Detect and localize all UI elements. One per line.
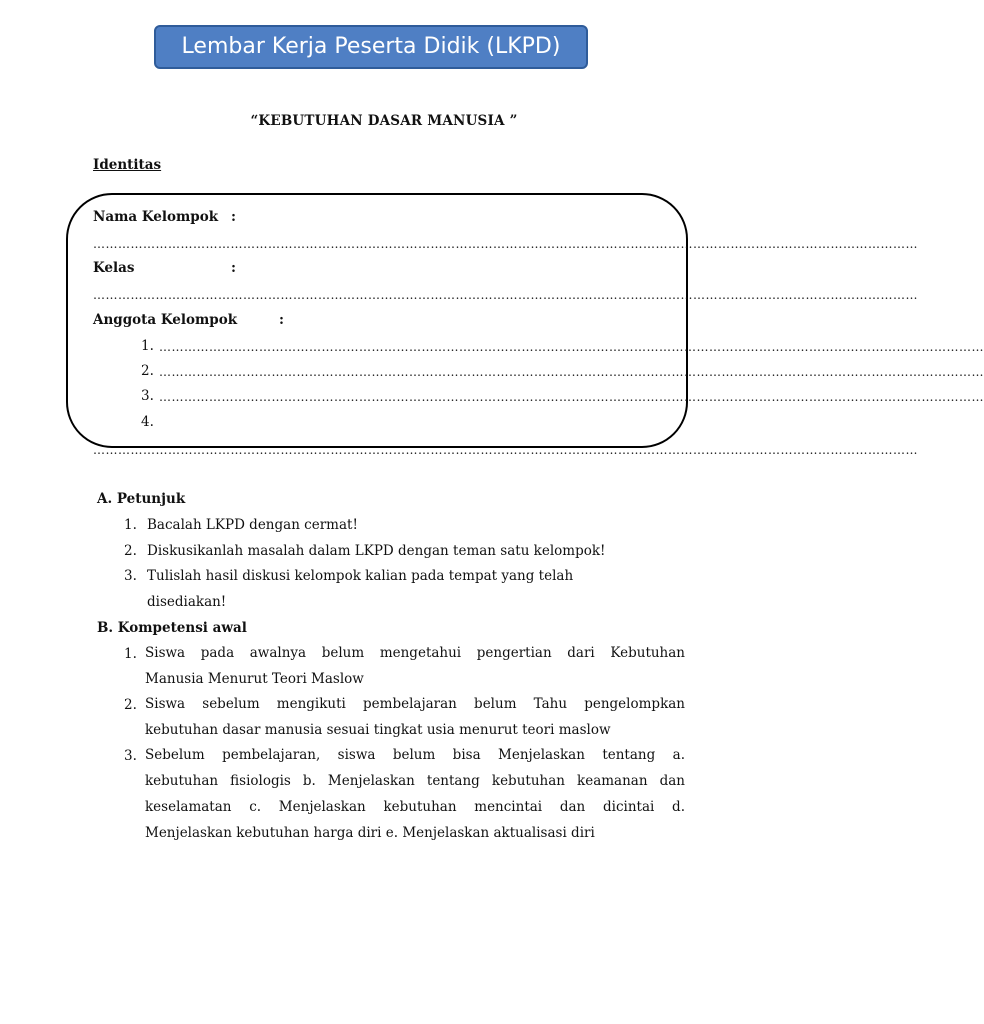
- list-number: 2.: [124, 697, 137, 713]
- list-item-line: Manusia Menurut Teori Maslow: [145, 671, 364, 687]
- list-item-line: Sebelum pembelajaran, siswa belum bisa Menjelaskan tentang a.: [145, 747, 685, 763]
- section-b-heading: B. Kompetensi awal: [97, 620, 247, 636]
- kelas-colon: :: [231, 260, 236, 276]
- nama-kelompok-colon: :: [231, 209, 236, 225]
- list-number: 1.: [124, 517, 137, 533]
- list-item-line: Menjelaskan kebutuhan harga diri e. Menjelaskan aktualisasi diri: [145, 825, 595, 841]
- list-item-line: Siswa sebelum mengikuti pembelajaran belum Tahu pengelompkan: [145, 696, 685, 712]
- list-number: 2.: [124, 543, 137, 559]
- document-title: “KEBUTUHAN DASAR MANUSIA ”: [250, 113, 518, 129]
- nama-kelompok-field[interactable]: ………………………………………………………………………………………………………………………………………………………………………………: [93, 237, 918, 251]
- kelas-label: Kelas: [93, 260, 135, 276]
- list-number: 1.: [124, 646, 137, 662]
- title-banner: Lembar Kerja Peserta Didik (LKPD): [154, 25, 588, 69]
- member-number: 2.: [141, 363, 154, 379]
- list-item-line: Siswa pada awalnya belum mengetahui pengertian dari Kebutuhan: [145, 645, 685, 661]
- kelas-field[interactable]: ………………………………………………………………………………………………………………………………………………………………………………: [93, 288, 918, 302]
- member-field-2[interactable]: ………………………………………………………………………………………………………………………………………………………………………………: [159, 365, 984, 379]
- member-field-3[interactable]: ………………………………………………………………………………………………………………………………………………………………………………: [159, 390, 984, 404]
- list-item-line: kebutuhan dasar manusia sesuai tingkat usia menurut teori maslow: [145, 722, 611, 738]
- member-number: 1.: [141, 338, 154, 354]
- anggota-kelompok-label: Anggota Kelompok: [93, 312, 238, 328]
- list-number: 3.: [124, 568, 137, 584]
- nama-kelompok-label: Nama Kelompok: [93, 209, 219, 225]
- list-item: Tulislah hasil diskusi kelompok kalian pada tempat yang telah: [147, 568, 574, 584]
- section-a-heading: A. Petunjuk: [97, 491, 186, 507]
- list-item-line: kebutuhan fisiologis b. Menjelaskan tentang kebutuhan keamanan dan: [145, 773, 685, 789]
- list-item: Diskusikanlah masalah dalam LKPD dengan teman satu kelompok!: [147, 543, 606, 559]
- member-number: 4.: [141, 414, 154, 430]
- list-item-line: keselamatan c. Menjelaskan kebutuhan mencintai dan dicintai d.: [145, 799, 685, 815]
- member-field-4[interactable]: ………………………………………………………………………………………………………………………………………………………………………………: [93, 443, 918, 457]
- list-number: 3.: [124, 748, 137, 764]
- identitas-heading: Identitas: [93, 157, 162, 173]
- member-number: 3.: [141, 388, 154, 404]
- member-field-1[interactable]: ………………………………………………………………………………………………………………………………………………………………………………: [159, 340, 984, 354]
- list-item: Bacalah LKPD dengan cermat!: [147, 517, 358, 533]
- anggota-kelompok-colon: :: [279, 312, 284, 328]
- list-item-continuation: disediakan!: [147, 594, 227, 610]
